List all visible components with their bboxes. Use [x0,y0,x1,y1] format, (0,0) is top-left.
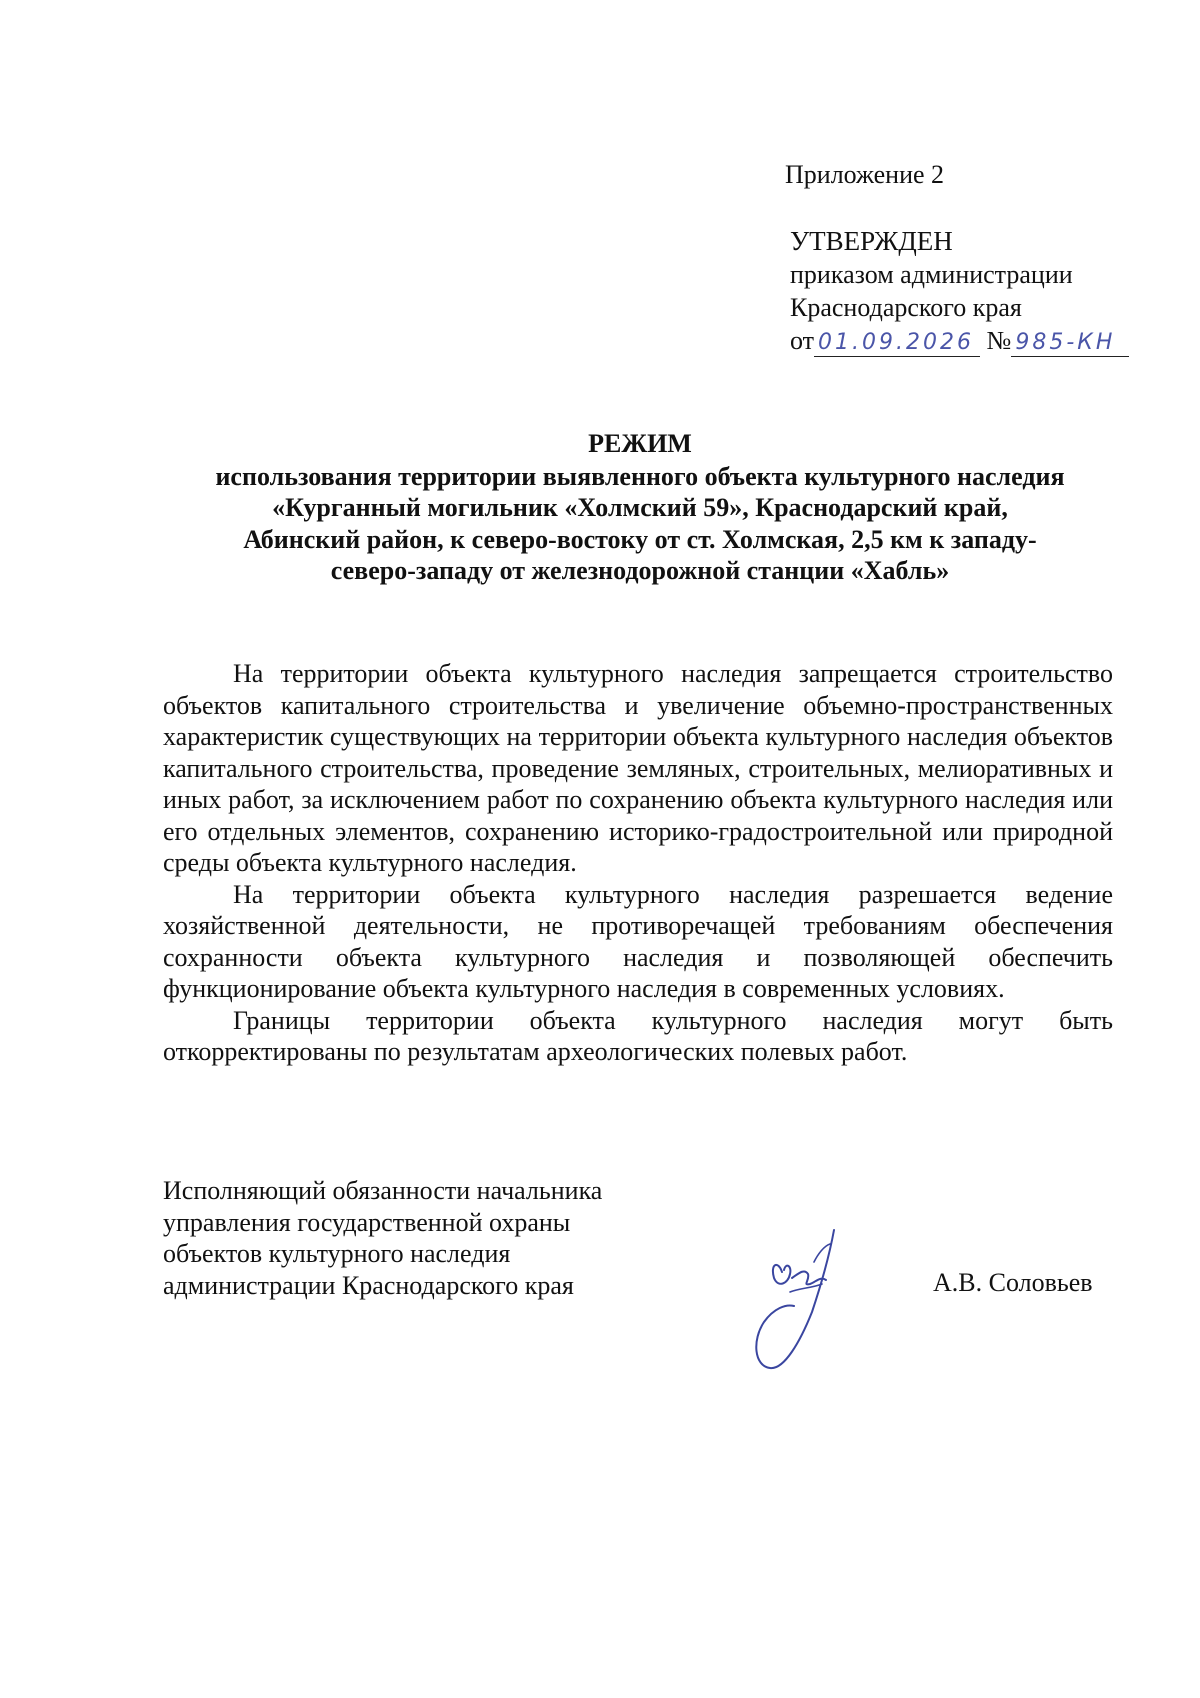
approval-block [785,158,1129,357]
signer-position-line: Исполняющий обязанности начальника [163,1176,603,1205]
order-prefix: от [790,326,815,355]
document-title [160,428,1120,587]
attachment-label: Приложение 2 [785,160,945,189]
signer-name: А.В. Соловьев [933,1268,1093,1297]
approved-by-line-1: приказом администрации [790,260,1073,289]
signer-position-line: администрации Краснодарского края [163,1270,574,1300]
signer-position [163,1175,602,1301]
signer-position-line: объектов культурного наследия [163,1239,511,1268]
body-text [163,658,1113,1068]
body-paragraph: На территории объекта культурного наследия разрешается ведение хозяйственной деятельности, не противоречащей требованиям обеспечения сохранности объекта культурного наследия и позволяющей обеспечить функционирование объекта культурного наследия в современных условиях. [163,879,1113,1003]
body-paragraph: На территории объекта культурного наследия запрещается строительство объектов капитального строительства и увеличение объемно-пространственных характеристик существующих на территории объекта культурного наследия объектов капитального строительства, проведение земляных, строительных, мелиоративных и иных работ, за исключением работ по сохранению объекта культурного наследия или его отдельных элементов, сохранению историко-градостроительной или природной среды объекта культурного наследия. [163,659,1113,877]
order-number-field [1011,328,1129,357]
order-date: 01.09.2026 [818,330,974,355]
title-line: «Курганный могильник «Холмский 59», Краснодарский край, [272,493,1008,522]
order-date-field [814,328,980,357]
title-line: использования территории выявленного объекта культурного наследия [215,461,1065,491]
title-main: РЕЖИМ [588,429,692,458]
body-paragraph: Границы территории объекта культурного наследия могут быть откорректированы по результатам археологических полевых работ. [163,1005,1113,1066]
order-number-prefix: № [986,326,1012,355]
approved-heading: УТВЕРЖДЕН [790,226,953,256]
signer-position-line: управления государственной охраны [163,1207,571,1237]
approved-by-line-2: Краснодарского края [790,293,1022,322]
title-line: северо-западу от железнодорожной станции «Хабль» [330,556,950,585]
order-number: 985-КН [1015,330,1116,355]
title-line: Абинский район, к северо-востоку от ст. Холмская, 2,5 км к западу- [243,524,1037,554]
handwritten-signature [730,1222,870,1382]
order-line [790,324,1129,357]
